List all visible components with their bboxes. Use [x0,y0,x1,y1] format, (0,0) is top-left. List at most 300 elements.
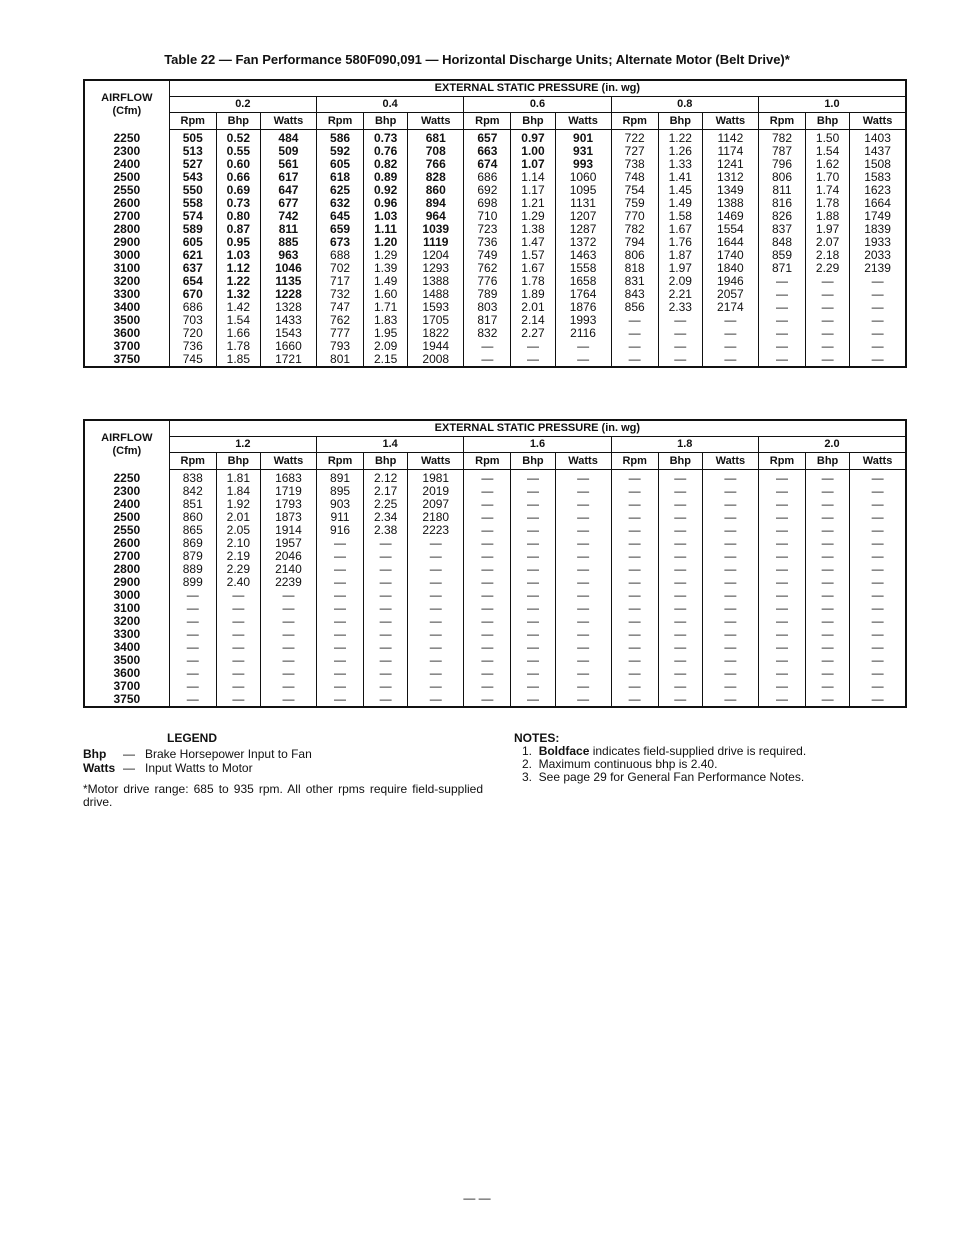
cell-watts: 1660 [260,340,316,353]
cell-bhp: 1.12 [216,262,260,275]
cell-bhp: — [511,353,555,367]
cell-bhp: 2.15 [364,353,408,367]
cell-bhp: — [511,576,555,589]
cell-rpm: — [464,550,511,563]
column-header-rpm: Rpm [464,453,511,470]
cell-watts: — [555,498,611,511]
notes-heading: NOTES: [514,731,560,745]
cell-rpm: 842 [169,485,216,498]
column-header-rpm: Rpm [611,113,658,130]
cell-bhp: 0.60 [216,158,260,171]
cell-rpm: 837 [758,223,805,236]
cell-watts: — [702,654,758,667]
cell-rpm: 505 [169,130,216,146]
cell-bhp: 0.55 [216,145,260,158]
cell-watts: — [555,524,611,537]
cell-watts: 1095 [555,184,611,197]
cell-watts: — [408,537,464,550]
cell-rpm: — [169,641,216,654]
cell-rpm: 745 [169,353,216,367]
airflow-cell: 2500 [84,511,169,524]
cell-bhp: — [511,628,555,641]
table-row [84,145,906,158]
cell-rpm: — [169,693,216,707]
cell-rpm: — [758,524,805,537]
cell-watts: 2019 [408,485,464,498]
cell-bhp: 1.85 [216,353,260,367]
cell-bhp: — [806,353,850,367]
cell-rpm: — [758,693,805,707]
cell-rpm: 513 [169,145,216,158]
cell-watts: 1664 [864,197,891,210]
header-row-pressures [84,437,906,453]
airflow-cell: 3400 [84,641,169,654]
cell-watts: — [871,615,884,628]
table-row [84,288,906,301]
cell-rpm: — [758,340,805,353]
pressure-header: 1.8 [611,437,758,453]
cell-rpm: 736 [169,340,216,353]
airflow-cell: 3750 [84,693,169,707]
cell-watts: — [871,301,884,314]
table-body [84,130,906,368]
note-2: 2. Maximum continuous bhp is 2.40. [522,757,718,771]
cell-rpm: — [758,563,805,576]
cell-bhp: — [364,602,408,615]
cell-bhp: 1.03 [216,249,260,262]
cell-bhp: 1.29 [364,249,408,262]
cell-watts: — [871,537,884,550]
cell-rpm: — [611,589,658,602]
airflow-cell: 2250 [84,470,169,486]
cell-rpm: — [758,288,805,301]
cell-rpm: 592 [317,145,364,158]
cell-rpm: 916 [317,524,364,537]
cell-bhp: — [511,511,555,524]
cell-rpm: — [464,680,511,693]
cell-rpm: — [317,641,364,654]
cell-watts: 1060 [555,171,611,184]
cell-bhp: — [806,641,850,654]
cell-bhp: 1.03 [364,210,408,223]
cell-watts: — [555,589,611,602]
table-row [84,563,906,576]
cell-watts: — [555,680,611,693]
cell-watts: — [555,537,611,550]
cell-bhp: 2.01 [511,301,555,314]
cell-bhp: 2.07 [806,236,850,249]
cell-bhp: — [806,314,850,327]
cell-watts: 1207 [555,210,611,223]
cell-watts: 1131 [555,197,611,210]
cell-bhp: — [511,550,555,563]
cell-watts: 1046 [260,262,316,275]
cell-rpm: — [758,327,805,340]
cell-watts: — [702,550,758,563]
cell-bhp: 0.66 [216,171,260,184]
cell-bhp: 1.29 [511,210,555,223]
cell-bhp: — [511,524,555,537]
cell-rpm: 871 [758,262,805,275]
cell-watts: 1822 [408,327,464,340]
cell-bhp: 2.29 [216,563,260,576]
cell-rpm: 782 [611,223,658,236]
airflow-label: AIRFLOW [101,92,153,105]
cell-watts: — [702,589,758,602]
cell-rpm: — [169,602,216,615]
table-row [84,589,906,602]
airflow-cell: 2600 [84,537,169,550]
cell-watts: — [408,550,464,563]
cell-bhp: — [511,693,555,707]
cell-rpm: — [169,667,216,680]
cell-rpm: 550 [169,184,216,197]
cell-bhp: — [511,537,555,550]
cell-watts: 1873 [260,511,316,524]
table-row [84,693,906,707]
cell-watts: 1469 [702,210,758,223]
cell-rpm: 748 [611,171,658,184]
cell-bhp: — [806,537,850,550]
cell-watts: — [260,641,316,654]
cell-watts: 901 [555,130,611,146]
cell-bhp: — [511,340,555,353]
table-row [84,130,906,146]
cell-watts: 1946 [702,275,758,288]
cell-bhp: 1.14 [511,171,555,184]
cell-watts: 2180 [408,511,464,524]
column-header-bhp: Bhp [658,453,702,470]
cell-watts: — [702,327,758,340]
cell-bhp: — [658,680,702,693]
pressure-header: 1.4 [317,437,464,453]
pressure-header: 0.6 [464,97,611,113]
cell-bhp: 0.76 [364,145,408,158]
cell-watts: — [702,314,758,327]
cell-rpm: — [611,641,658,654]
cell-rpm: — [464,563,511,576]
cell-bhp: 0.80 [216,210,260,223]
column-header-bhp: Bhp [806,453,850,470]
cell-rpm: — [758,485,805,498]
cell-rpm: 806 [611,249,658,262]
cell-rpm: 793 [317,340,364,353]
cell-bhp: — [364,680,408,693]
cell-rpm: 911 [317,511,364,524]
cell-watts: 860 [408,184,464,197]
cell-rpm: — [464,641,511,654]
cell-bhp: 1.00 [511,145,555,158]
cell-rpm: 543 [169,171,216,184]
cell-watts: — [702,470,758,486]
cell-bhp: — [806,327,850,340]
cell-watts: — [871,511,884,524]
table-row [84,275,906,288]
cell-watts: — [871,693,884,706]
cell-bhp: 0.69 [216,184,260,197]
column-header-watts: Watts [408,113,464,130]
cell-rpm: 826 [758,210,805,223]
airflow-unit: (Cfm) [112,445,142,458]
cell-watts: 2116 [555,327,611,340]
cell-bhp: — [364,628,408,641]
cell-rpm: — [611,615,658,628]
cell-rpm: 618 [317,171,364,184]
cell-rpm: 645 [317,210,364,223]
cell-bhp: — [511,470,555,486]
pressure-header: 0.8 [611,97,758,113]
column-header-watts: Watts [260,113,316,130]
external-static-pressure-header: EXTERNAL STATIC PRESSURE (in. wg) [169,80,906,97]
cell-watts: — [555,470,611,486]
cell-bhp: 1.97 [658,262,702,275]
cell-rpm: 574 [169,210,216,223]
cell-watts: — [555,511,611,524]
column-header-rpm: Rpm [169,113,216,130]
column-header-rpm: Rpm [317,113,364,130]
column-header-rpm: Rpm [464,113,511,130]
cell-bhp: — [511,563,555,576]
cell-watts: — [871,327,884,340]
cell-bhp: 2.17 [364,485,408,498]
cell-rpm: 710 [464,210,511,223]
cell-rpm: — [611,485,658,498]
cell-watts: 885 [260,236,316,249]
cell-rpm: — [611,602,658,615]
cell-rpm: — [317,680,364,693]
cell-bhp: — [806,680,850,693]
cell-rpm: 806 [758,171,805,184]
fan-performance-table-2 [83,419,907,708]
cell-watts: 1793 [260,498,316,511]
cell-bhp: — [806,667,850,680]
cell-rpm: — [758,641,805,654]
cell-rpm: 811 [758,184,805,197]
table-row [84,249,906,262]
cell-rpm: 889 [169,563,216,576]
cell-watts: 1944 [408,340,464,353]
cell-bhp: — [658,641,702,654]
cell-watts: 1683 [260,470,316,486]
table-row [84,158,906,171]
cell-bhp: — [364,537,408,550]
cell-rpm: 703 [169,314,216,327]
column-header-watts: Watts [850,453,906,470]
cell-watts: — [408,654,464,667]
cell-watts: — [871,353,884,366]
cell-watts: 964 [408,210,464,223]
cell-bhp: 2.14 [511,314,555,327]
cell-watts: — [871,288,884,301]
cell-bhp: — [658,693,702,707]
cell-bhp: 1.42 [216,301,260,314]
column-header-watts: Watts [702,453,758,470]
cell-watts: 1508 [864,158,891,171]
cell-watts: — [555,693,611,707]
cell-watts: 1174 [702,145,758,158]
header-row-esp [84,420,906,437]
cell-rpm: — [169,615,216,628]
cell-watts: — [555,602,611,615]
cell-bhp: — [658,589,702,602]
airflow-cell: 2300 [84,485,169,498]
cell-bhp: — [806,288,850,301]
cell-watts: — [408,628,464,641]
cell-rpm: 754 [611,184,658,197]
airflow-cell: 2550 [84,524,169,537]
table-row [84,641,906,654]
cell-rpm: — [317,589,364,602]
cell-rpm: — [758,353,805,367]
cell-bhp: 2.34 [364,511,408,524]
cell-bhp: — [511,485,555,498]
cell-rpm: — [758,537,805,550]
cell-bhp: — [658,628,702,641]
cell-rpm: — [317,693,364,707]
cell-rpm: 722 [611,130,658,146]
cell-bhp: 1.58 [658,210,702,223]
cell-bhp: 1.17 [511,184,555,197]
cell-watts: — [871,524,884,537]
legend-desc: Input Watts to Motor [145,761,253,775]
cell-rpm: 659 [317,223,364,236]
column-header-watts: Watts [555,113,611,130]
cell-bhp: — [364,550,408,563]
table-row [84,470,906,486]
cell-watts: — [555,654,611,667]
cell-rpm: — [611,327,658,340]
cell-watts: 828 [408,171,464,184]
cell-watts: 1933 [864,236,891,249]
airflow-cell: 3700 [84,680,169,693]
cell-watts: 1039 [408,223,464,236]
table-title: Table 22 — Fan Performance 580F090,091 — Horizontal Discharge Units; Alternate Motor (Belt Drive)* [164,52,790,67]
cell-bhp: — [806,511,850,524]
cell-rpm: — [169,589,216,602]
cell-bhp: — [806,498,850,511]
airflow-label: AIRFLOW [101,432,153,445]
cell-bhp: 1.74 [806,184,850,197]
airflow-cell: 2800 [84,223,169,236]
cell-bhp: 1.67 [658,223,702,236]
cell-rpm: — [758,314,805,327]
table-row [84,654,906,667]
cell-rpm: — [611,654,658,667]
cell-rpm: 777 [317,327,364,340]
cell-watts: 1293 [408,262,464,275]
cell-rpm: 865 [169,524,216,537]
cell-rpm: 762 [464,262,511,275]
cell-watts: 766 [408,158,464,171]
cell-watts: — [702,353,758,367]
cell-bhp: — [658,537,702,550]
cell-bhp: — [806,654,850,667]
airflow-cell: 3600 [84,667,169,680]
cell-watts: — [555,550,611,563]
legend [83,731,483,809]
cell-bhp: — [216,693,260,707]
column-header-bhp: Bhp [216,453,260,470]
table-row [84,301,906,314]
cell-bhp: — [511,654,555,667]
cell-watts: 1981 [408,470,464,486]
cell-bhp: 0.52 [216,130,260,146]
cell-bhp: — [658,485,702,498]
cell-watts: — [871,563,884,576]
cell-rpm: 621 [169,249,216,262]
airflow-header [84,80,169,130]
cell-bhp: — [658,576,702,589]
cell-watts: 1558 [555,262,611,275]
cell-bhp: — [216,667,260,680]
cell-watts: 931 [555,145,611,158]
cell-watts: — [555,641,611,654]
notes [514,731,914,784]
cell-rpm: 732 [317,288,364,301]
cell-bhp: — [364,615,408,628]
cell-bhp: 1.67 [511,262,555,275]
cell-watts: — [871,485,884,498]
cell-watts: — [260,628,316,641]
cell-watts: — [871,628,884,641]
cell-rpm: 605 [317,158,364,171]
cell-watts: 1876 [555,301,611,314]
cell-watts: 1719 [260,485,316,498]
cell-watts: 1437 [864,145,891,158]
column-header-rpm: Rpm [758,453,805,470]
airflow-cell: 2300 [84,145,169,158]
table-row [84,353,906,367]
cell-bhp: 1.84 [216,485,260,498]
cell-watts: — [871,641,884,654]
cell-bhp: 1.39 [364,262,408,275]
cell-watts: 1312 [702,171,758,184]
cell-bhp: — [511,615,555,628]
cell-rpm: — [611,511,658,524]
cell-bhp: — [658,550,702,563]
cell-rpm: 787 [758,145,805,158]
cell-rpm: 832 [464,327,511,340]
cell-watts: — [702,576,758,589]
cell-rpm: — [169,628,216,641]
cell-rpm: — [464,654,511,667]
cell-rpm: 796 [758,158,805,171]
cell-watts: — [871,340,884,353]
cell-rpm: 789 [464,288,511,301]
airflow-cell: 3300 [84,288,169,301]
cell-rpm: — [758,301,805,314]
cell-bhp: — [658,327,702,340]
cell-watts: — [408,667,464,680]
cell-watts: — [555,667,611,680]
cell-bhp: 0.95 [216,236,260,249]
airflow-cell: 2400 [84,158,169,171]
cell-watts: 1593 [408,301,464,314]
cell-rpm: 843 [611,288,658,301]
table-row [84,485,906,498]
cell-bhp: — [216,680,260,693]
cell-rpm: 879 [169,550,216,563]
cell-bhp: — [364,667,408,680]
cell-bhp: — [658,602,702,615]
cell-watts: — [871,471,884,485]
cell-rpm: 816 [758,197,805,210]
cell-watts: 2139 [864,262,891,275]
legend-heading: LEGEND [167,731,218,745]
cell-bhp: 2.10 [216,537,260,550]
cell-bhp: 1.83 [364,314,408,327]
cell-rpm: 803 [464,301,511,314]
